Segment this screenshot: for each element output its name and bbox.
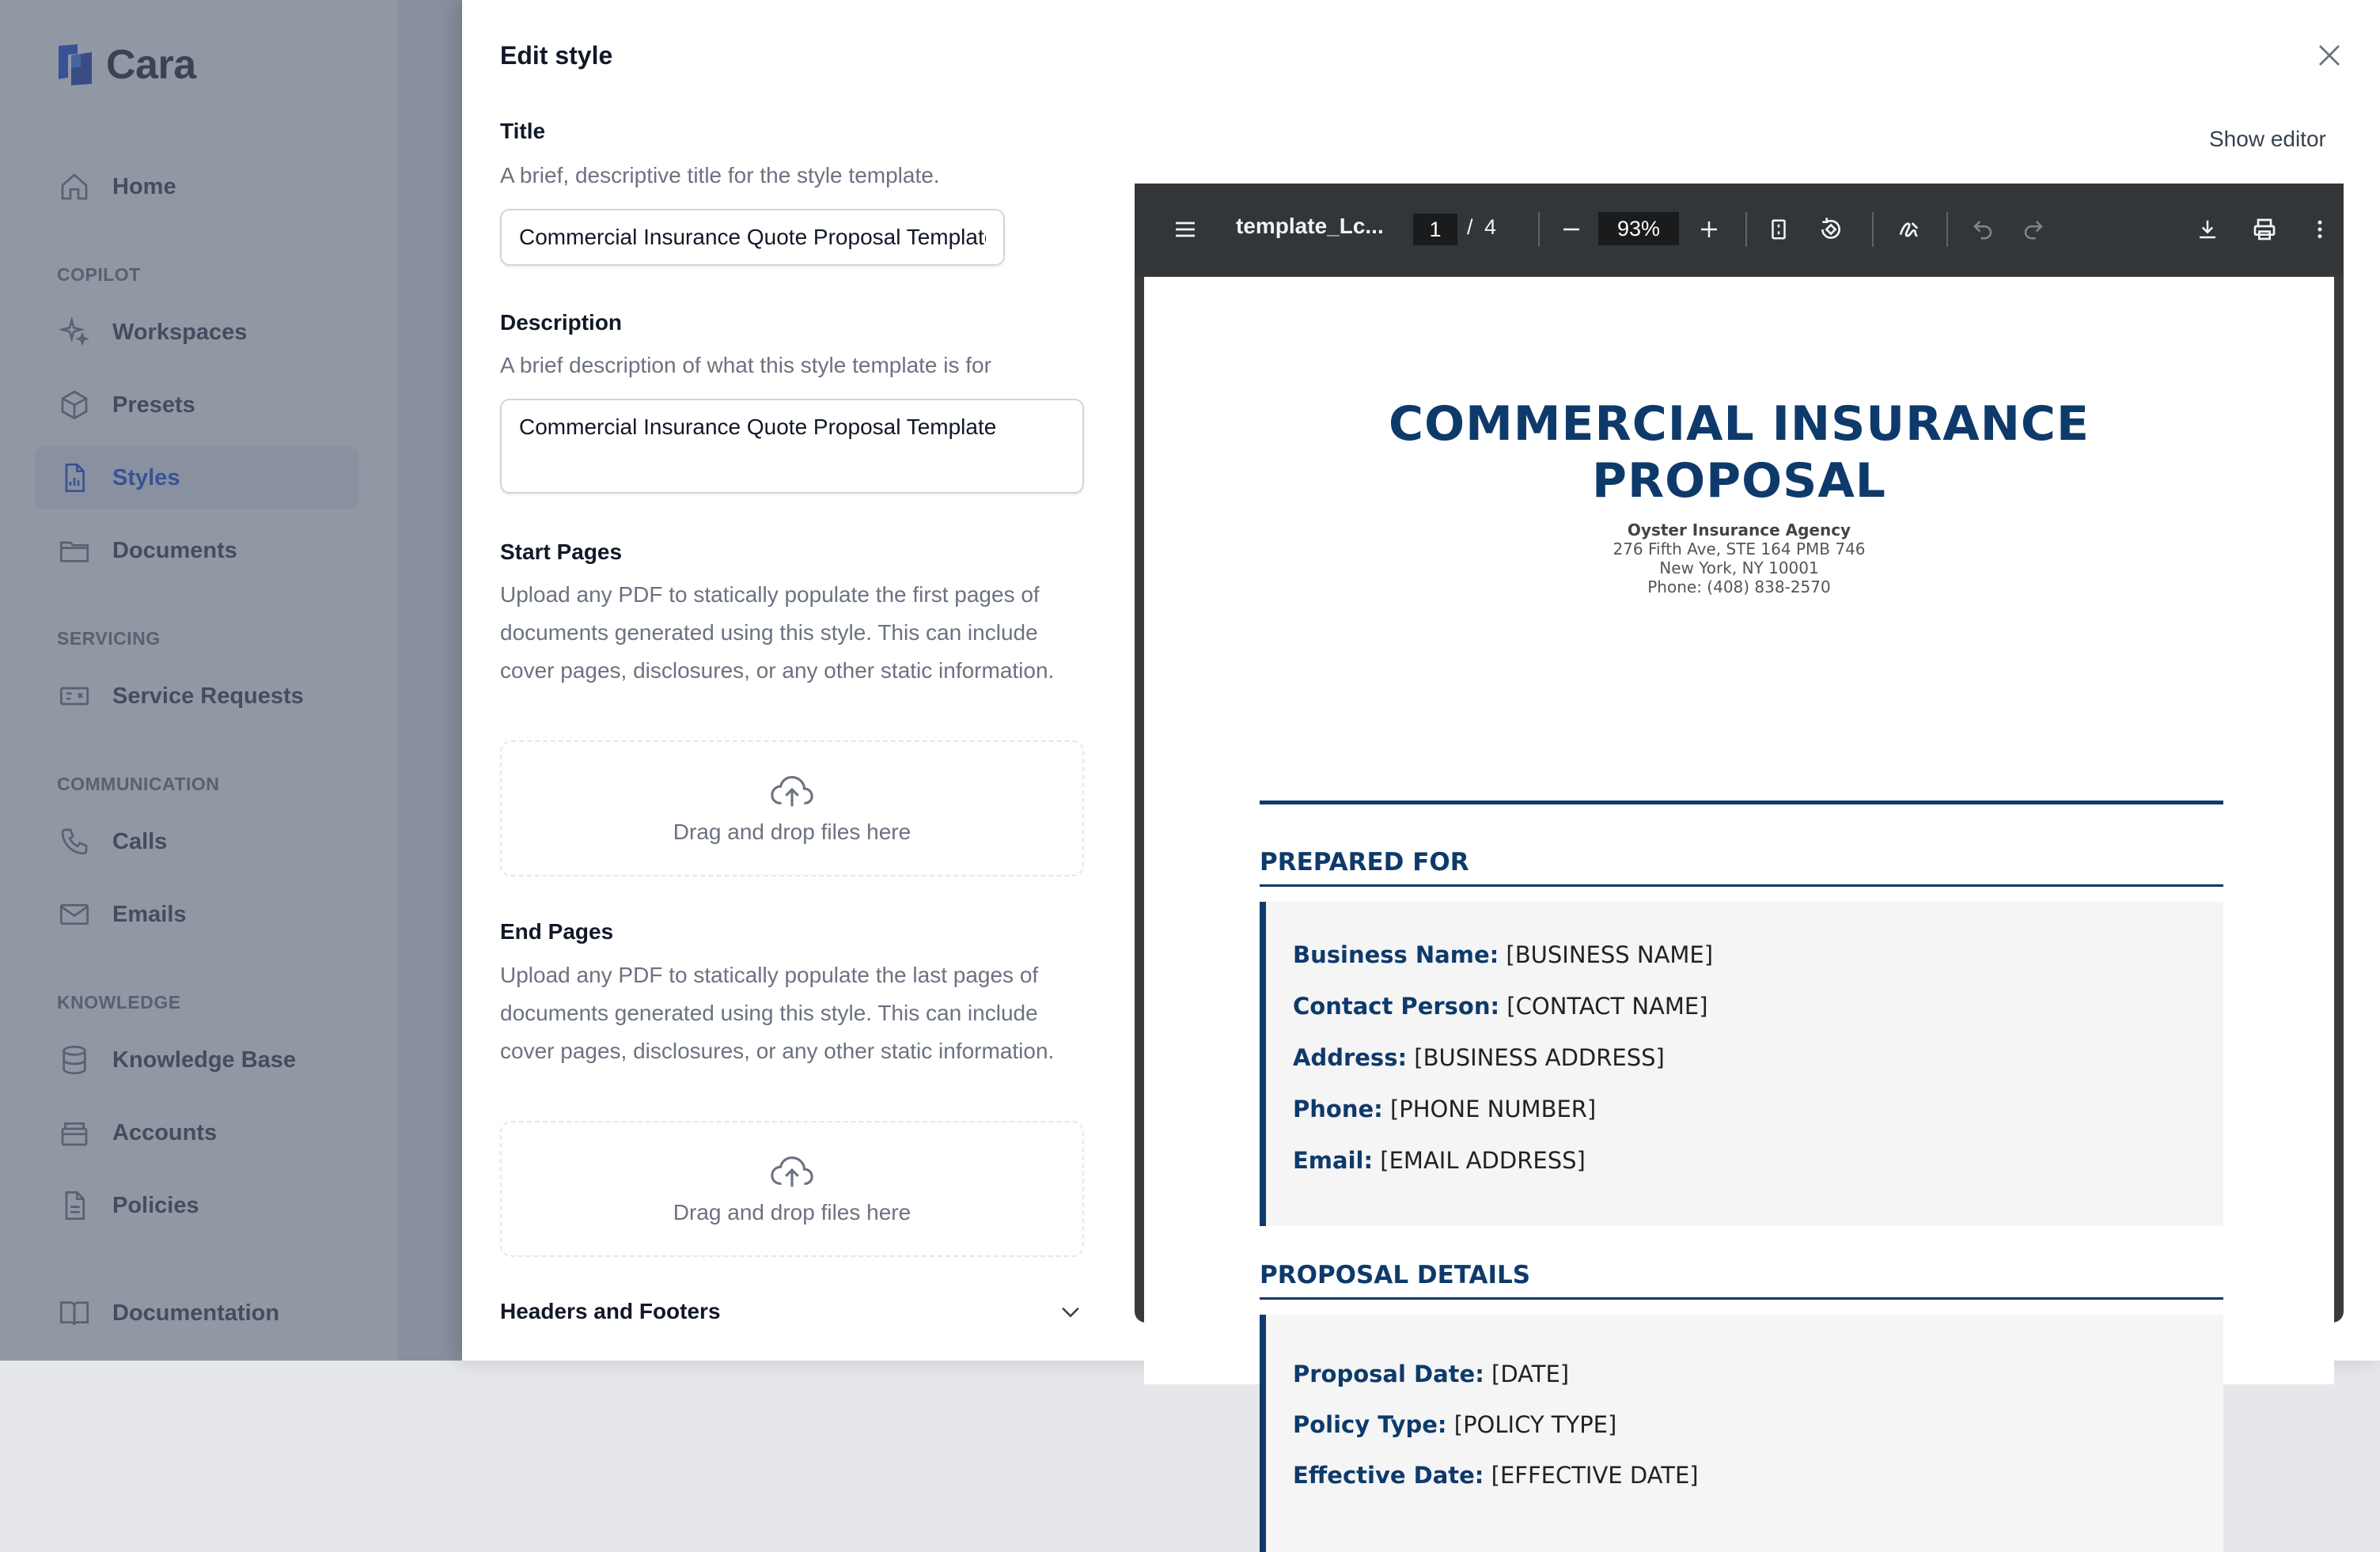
page-number-input[interactable]: 1: [1413, 214, 1457, 245]
edit-style-drawer: [462, 0, 2380, 1489]
rotate-icon[interactable]: [1815, 214, 1847, 245]
zoom-level-input[interactable]: 93%: [1598, 212, 1679, 245]
start-pages-help: Upload any PDF to statically populate the first pages of documents generated using this style. This can include cover pages, disclosures, or any other static information.: [500, 582, 1055, 683]
pdf-toolbar: [1135, 184, 2344, 275]
drawer-title: Edit style: [500, 41, 613, 70]
agency-address: New York, NY 10001: [1659, 558, 1819, 577]
field-row: Policy Type: [POLICY TYPE]: [1293, 1411, 1617, 1438]
agency-name: Oyster Insurance Agency: [1627, 520, 1851, 539]
field-row: Business Name: [BUSINESS NAME]: [1293, 941, 1714, 968]
menu-icon[interactable]: [1169, 214, 1201, 245]
title-input[interactable]: [500, 209, 1005, 266]
more-options-icon[interactable]: [2304, 214, 2336, 245]
dropzone-text: Drag and drop files here: [673, 820, 911, 844]
end-pages-dropzone[interactable]: [500, 1121, 1084, 1257]
agency-address: 276 Fifth Ave, STE 164 PMB 746: [1613, 539, 1866, 558]
title-label: Title: [500, 119, 546, 143]
prepared-for-card: [1260, 902, 2223, 1226]
description-textarea[interactable]: [500, 399, 1084, 494]
start-pages-dropzone[interactable]: [500, 740, 1084, 876]
proposal-details-card: [1260, 1315, 2223, 1552]
toolbar-divider: [1946, 212, 1948, 247]
title-help: A brief, descriptive title for the style template.: [500, 163, 940, 187]
zoom-out-icon[interactable]: [1556, 214, 1587, 245]
zoom-in-icon[interactable]: [1693, 214, 1725, 245]
close-button[interactable]: [2310, 36, 2348, 74]
doc-title-line: COMMERCIAL INSURANCE: [1389, 396, 2090, 452]
pdf-page: [1144, 277, 2334, 1489]
field-row: Address: [BUSINESS ADDRESS]: [1293, 1044, 1665, 1071]
undo-icon[interactable]: [1967, 214, 1999, 245]
print-icon[interactable]: [2249, 214, 2280, 245]
header-divider: [1260, 801, 2223, 804]
field-row: Proposal Date: [DATE]: [1293, 1361, 1570, 1387]
doc-title: [1144, 396, 2334, 509]
accordion-label: Headers and Footers: [500, 1299, 721, 1323]
annotate-icon[interactable]: [1894, 214, 1926, 245]
download-icon[interactable]: [2192, 214, 2223, 245]
agency-block: [1144, 520, 2334, 596]
pdf-filename: template_Lc...: [1236, 214, 1384, 238]
section-heading-prepared-for: PREPARED FOR: [1260, 848, 1469, 876]
chevron-down-icon: [1057, 1298, 1084, 1325]
close-icon: [2315, 41, 2344, 70]
page-separator: /: [1467, 215, 1473, 239]
end-pages-help: Upload any PDF to statically populate the last pages of documents generated using this style. This can include cover pages, disclosures, or any other static information.: [500, 963, 1055, 1063]
fit-page-icon[interactable]: [1763, 214, 1794, 245]
end-pages-label: End Pages: [500, 919, 614, 944]
show-editor-button[interactable]: Show editor: [2209, 127, 2326, 151]
modal-backdrop[interactable]: [0, 0, 462, 1361]
toolbar-divider: [1872, 212, 1874, 247]
headers-footers-accordion[interactable]: [500, 1288, 1084, 1335]
toolbar-divider: [1745, 212, 1747, 247]
section-divider: [1260, 1297, 2223, 1300]
cloud-upload-icon: [769, 772, 815, 810]
redo-icon[interactable]: [2018, 214, 2049, 245]
description-help: A brief description of what this style template is for: [500, 353, 991, 377]
cloud-upload-icon: [769, 1153, 815, 1190]
toolbar-divider: [1538, 212, 1540, 247]
dropzone-text: Drag and drop files here: [673, 1200, 911, 1225]
section-divider: [1260, 884, 2223, 887]
description-label: Description: [500, 310, 623, 335]
field-row: Email: [EMAIL ADDRESS]: [1293, 1147, 1586, 1174]
section-heading-proposal-details: PROPOSAL DETAILS: [1260, 1261, 1531, 1289]
agency-phone: Phone: (408) 838-2570: [1647, 577, 1831, 596]
field-row: Effective Date: [EFFECTIVE DATE]: [1293, 1462, 1699, 1489]
field-row: Contact Person: [CONTACT NAME]: [1293, 993, 1708, 1020]
pdf-viewer: [1135, 184, 2344, 1489]
field-row: Phone: [PHONE NUMBER]: [1293, 1096, 1597, 1122]
start-pages-label: Start Pages: [500, 539, 623, 564]
doc-title-line: PROPOSAL: [1591, 453, 1887, 509]
page-total: 4: [1484, 215, 1497, 239]
